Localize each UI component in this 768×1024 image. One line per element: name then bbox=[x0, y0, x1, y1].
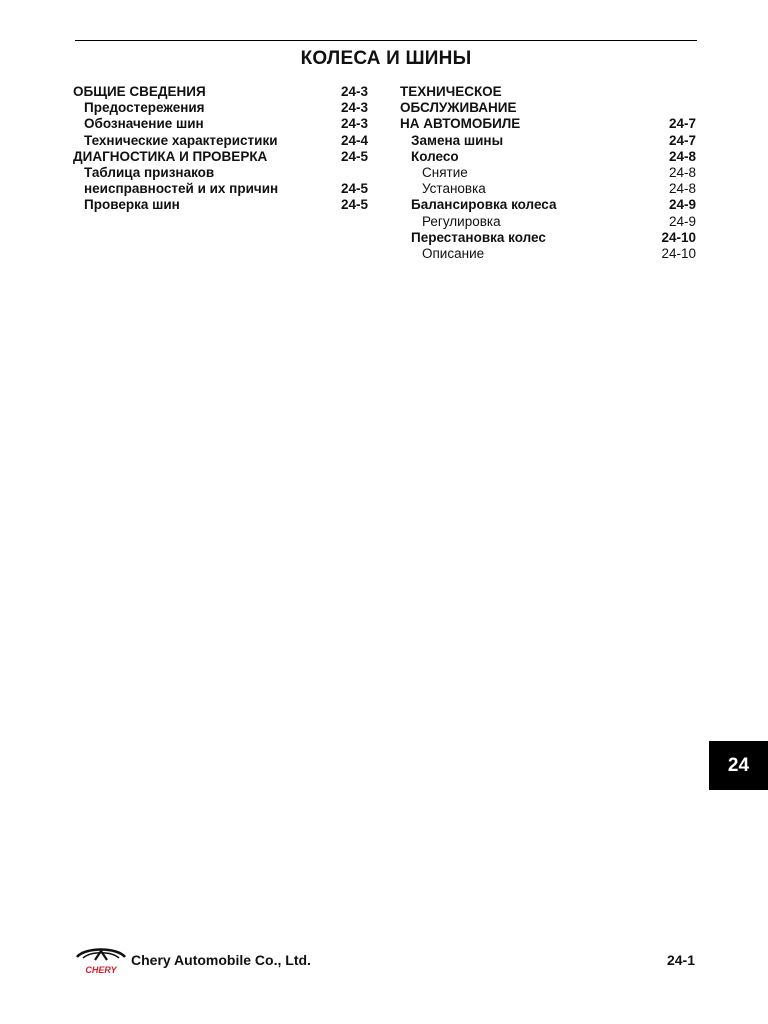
toc-entry-label: Обозначение шин bbox=[84, 116, 204, 132]
top-rule bbox=[75, 40, 697, 41]
toc-entry-label: Таблица признаков bbox=[84, 164, 215, 180]
toc-entry-page: 24-10 bbox=[661, 245, 696, 261]
toc-entry-page: 24-7 bbox=[668, 116, 696, 132]
toc-entry bbox=[73, 116, 368, 132]
toc-entry bbox=[73, 84, 368, 100]
toc-entry-page: 24-9 bbox=[668, 213, 696, 229]
toc-entry bbox=[400, 149, 696, 165]
toc-entry-label: Проверка шин bbox=[84, 197, 180, 213]
toc-entry-label: ТЕХНИЧЕСКОЕ bbox=[400, 84, 502, 99]
toc-entry-label: НА АВТОМОБИЛЕ bbox=[400, 116, 521, 132]
footer bbox=[75, 946, 697, 976]
chery-logo-icon bbox=[75, 946, 127, 976]
toc-entry-label: Предостережения bbox=[84, 100, 205, 116]
toc-entry-label: ДИАГНОСТИКА И ПРОВЕРКА bbox=[73, 148, 268, 164]
section-tab: 24 bbox=[709, 741, 768, 790]
toc-entry-label: ОБСЛУЖИВАНИЕ bbox=[400, 100, 517, 116]
toc-entry bbox=[400, 133, 696, 149]
company-name: Chery Automobile Co., Ltd. bbox=[131, 952, 311, 968]
toc-entry-page: 24-7 bbox=[668, 132, 696, 148]
toc-entry-page: 24-8 bbox=[668, 164, 696, 180]
toc-entry-label: Балансировка колеса bbox=[411, 197, 557, 213]
toc-entry bbox=[73, 100, 368, 116]
toc-entry-label: Колесо bbox=[411, 148, 459, 164]
logo-wordmark: CHERY bbox=[85, 965, 117, 975]
toc-entry bbox=[73, 197, 368, 213]
toc-entry-label: Снятие bbox=[422, 164, 468, 180]
page-title: КОЛЕСА И ШИНЫ bbox=[300, 48, 472, 69]
toc-entry-label: ОБЩИЕ СВЕДЕНИЯ bbox=[73, 84, 206, 99]
toc-entry-page: 24-4 bbox=[340, 132, 368, 148]
toc-entry-page: 24-3 bbox=[340, 84, 368, 99]
toc-entry-label: Замена шины bbox=[411, 132, 504, 148]
toc-entry bbox=[400, 197, 696, 213]
toc-entry-label: неисправностей и их причин bbox=[84, 181, 279, 197]
toc-entry-page: 24-5 bbox=[340, 181, 368, 197]
toc-entry bbox=[73, 165, 368, 181]
toc-entry-label: Перестановка колес bbox=[411, 229, 546, 245]
toc-entry-page: 24-8 bbox=[668, 181, 696, 197]
toc-right-column bbox=[400, 84, 696, 262]
toc-entry-page: 24-8 bbox=[668, 148, 696, 164]
toc-entry bbox=[400, 100, 696, 116]
toc-entry-page: 24-10 bbox=[661, 229, 696, 245]
toc-entry bbox=[400, 230, 696, 246]
page-number: 24-1 bbox=[666, 952, 695, 968]
toc-entry bbox=[400, 84, 696, 100]
toc-entry-label: Регулировка bbox=[422, 213, 501, 229]
toc-entry-page: 24-5 bbox=[340, 197, 368, 213]
toc-entry-page: 24-5 bbox=[340, 148, 368, 164]
toc-entry-label: Технические характеристики bbox=[84, 132, 278, 148]
toc-entry-label: Описание bbox=[422, 245, 485, 261]
toc-entry-page: 24-3 bbox=[340, 100, 368, 116]
toc-entry bbox=[73, 149, 368, 165]
toc-entry bbox=[73, 133, 368, 149]
toc-entry bbox=[400, 246, 696, 262]
toc-entry-page: 24-9 bbox=[668, 197, 696, 213]
toc-entry-label: Установка bbox=[422, 181, 486, 197]
toc-entry bbox=[73, 181, 368, 197]
toc-entry bbox=[400, 181, 696, 197]
toc-entry-page: 24-3 bbox=[340, 116, 368, 132]
toc-entry bbox=[400, 214, 696, 230]
toc-entry bbox=[400, 116, 696, 132]
toc-left-column bbox=[73, 84, 368, 214]
toc-entry bbox=[400, 165, 696, 181]
